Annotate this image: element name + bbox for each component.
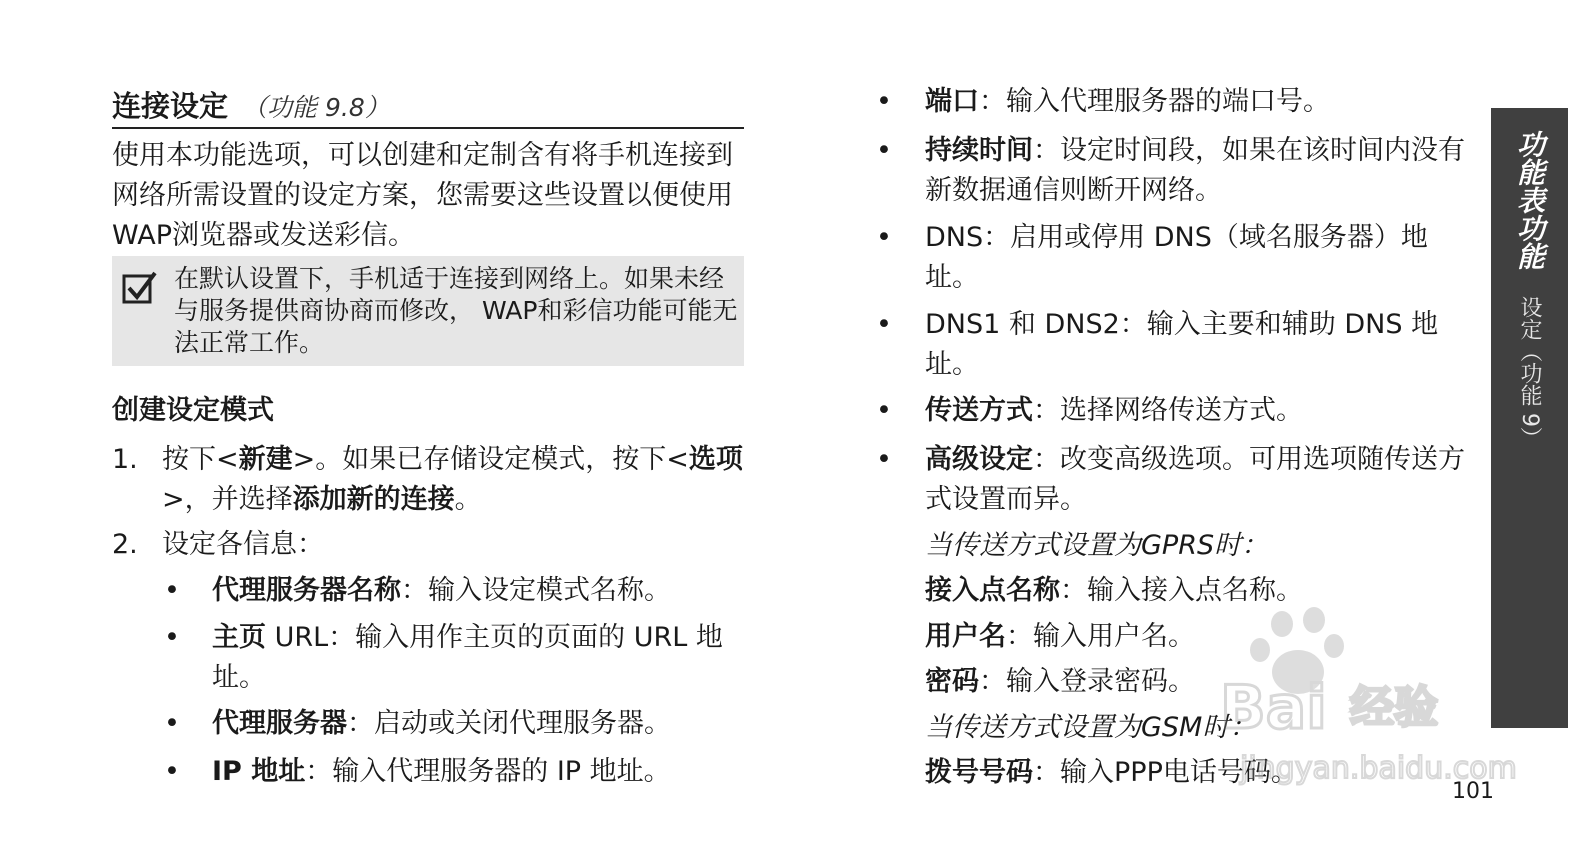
password-label: 密码 xyxy=(925,666,979,697)
dial-text: ：输入PPP电话号码。 xyxy=(1033,757,1298,788)
bullet-dot: • xyxy=(164,756,180,787)
list-item-label: 端口 xyxy=(925,86,979,117)
list-item-text: ：选择网络传送方式。 xyxy=(1033,395,1303,426)
list-item-text: ：设定时间段，如果在该时间内没有新数据通信则断开网络。 xyxy=(925,135,1465,206)
baidu-watermark-logo xyxy=(1220,610,1517,790)
page-number: 101 xyxy=(1452,779,1494,804)
list-item-label: IP 地址 xyxy=(212,756,306,787)
svg-text:jingyan.baidu.com: jingyan.baidu.com xyxy=(1240,751,1517,786)
bullet-dot: • xyxy=(164,575,180,606)
list-item-text: ：输入设定模式名称。 xyxy=(401,575,671,606)
checkbox-check-icon xyxy=(122,270,158,306)
step-1-options: 选项 xyxy=(688,444,743,475)
dial-label: 拨号号码 xyxy=(925,757,1033,788)
section-subtitle: （功能 9.8） xyxy=(242,93,390,122)
list-item-text: ：输入代理服务器的端口号。 xyxy=(979,86,1330,117)
list-item-label: 高级设定 xyxy=(925,444,1033,475)
section-title xyxy=(112,84,390,125)
gsm-heading-text: 当传送方式设置为GSM时： xyxy=(925,712,1257,743)
bullet-dot: • xyxy=(164,708,180,739)
bullet-dot: • xyxy=(876,135,892,166)
list-item-text: URL：输入用作主页的页面的 URL 地址。 xyxy=(212,622,723,693)
list-item-label: 传送方式 xyxy=(925,395,1033,426)
step-1-a: 按下< xyxy=(162,444,239,475)
bullet-dot: • xyxy=(876,395,892,426)
list-item xyxy=(925,391,1465,431)
side-tab-text xyxy=(1509,130,1549,449)
apn-row xyxy=(925,571,1465,611)
user-text: ：输入用户名。 xyxy=(1006,621,1195,652)
list-item xyxy=(925,131,1465,211)
step-1-e: >，并选择 xyxy=(162,484,293,515)
bullet-dot: • xyxy=(164,622,180,653)
step-1-number: 1. xyxy=(112,444,138,475)
gprs-heading xyxy=(925,526,1465,566)
list-item-label: 代理服务器 xyxy=(212,708,347,739)
svg-text:经验: 经验 xyxy=(1350,682,1438,733)
section-title-text: 连接设定 xyxy=(112,89,229,123)
step-2-number: 2. xyxy=(112,529,138,560)
bullet-dot: • xyxy=(876,444,892,475)
intro-paragraph: 使用本功能选项，可以创建和定制含有将手机连接到网络所需设置的设定方案，您需要这些设置以便使用WAP浏览器或发送彩信。 xyxy=(112,140,733,251)
create-heading: 创建设定模式 xyxy=(112,395,274,426)
list-item-label: 代理服务器名称 xyxy=(212,575,401,606)
bullet-dot: • xyxy=(876,86,892,117)
list-item-text: ：改变高级选项。可用选项随传送方式设置而异。 xyxy=(925,444,1465,515)
password-text: ：输入登录密码。 xyxy=(979,666,1195,697)
step-1-add-new: 添加新的连接 xyxy=(292,484,455,515)
side-tab-title: 功能表功能 xyxy=(1513,130,1546,270)
list-item-text: ：输入代理服务器的 IP 地址。 xyxy=(305,756,671,787)
step-1-g: 。 xyxy=(454,484,482,515)
step-1-text xyxy=(162,440,744,520)
list-item xyxy=(925,82,1465,122)
list-item xyxy=(212,752,744,792)
svg-text:Bai: Bai xyxy=(1220,673,1327,743)
list-item xyxy=(925,218,1465,298)
list-item xyxy=(212,618,744,698)
side-tab-subtitle: 设定（功能 9） xyxy=(1517,296,1542,449)
step-2-text: 设定各信息： xyxy=(162,529,324,560)
apn-label: 接入点名称 xyxy=(925,575,1060,606)
list-item xyxy=(212,704,744,744)
step-1-new: 新建 xyxy=(238,444,293,475)
list-item-text: ：启动或关闭代理服务器。 xyxy=(347,708,671,739)
bullet-dot: • xyxy=(876,309,892,340)
list-item xyxy=(925,440,1465,520)
list-item-text: DNS：启用或停用 DNS（域名服务器）地址。 xyxy=(925,222,1428,293)
list-item xyxy=(212,571,744,611)
title-rule xyxy=(112,127,744,129)
bullet-dot: • xyxy=(876,222,892,253)
apn-text: ：输入接入点名称。 xyxy=(1060,575,1303,606)
note-text: 在默认设置下，手机适于连接到网络上。如果未经与服务提供商协商而修改， WAP和彩信功能可能无法正常工作。 xyxy=(174,264,738,357)
step-1-c: >。如果已存储设定模式，按下< xyxy=(292,444,689,475)
list-item-label: 主页 xyxy=(212,622,266,653)
list-item-text: DNS1 和 DNS2：输入主要和辅助 DNS 地址。 xyxy=(925,309,1439,380)
list-item-label: 持续时间 xyxy=(925,135,1033,166)
gprs-heading-text: 当传送方式设置为GPRS时： xyxy=(925,530,1269,561)
list-item xyxy=(925,305,1465,385)
user-label: 用户名 xyxy=(925,621,1006,652)
